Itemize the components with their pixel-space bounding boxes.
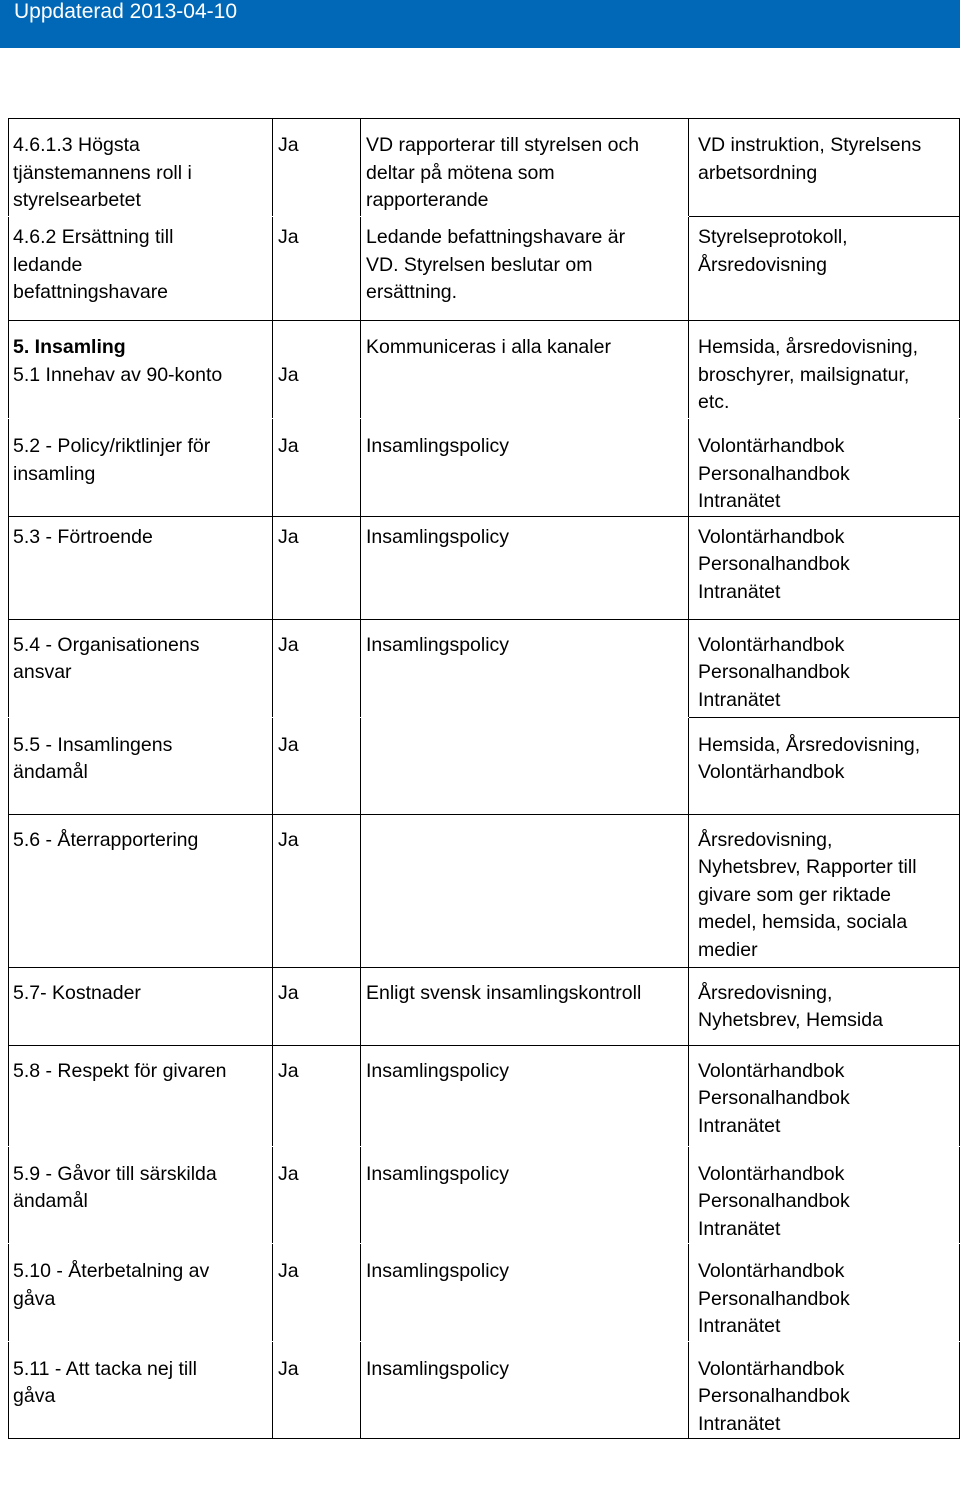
header-date-text: Uppdaterad 2013-04-10 bbox=[14, 0, 238, 23]
cell-answer: Ja bbox=[273, 516, 361, 619]
section-heading: 5. Insamling bbox=[13, 336, 126, 358]
cell-item: 4.6.1.3 Högsta tjänstemannens roll i styrelsearbetet bbox=[9, 119, 273, 217]
cell-item: 5.6 - Återrapportering bbox=[9, 814, 273, 967]
cell-description: Ledande befattningshavare är VD. Styrelsen beslutar om ersättning. bbox=[361, 217, 689, 321]
cell-reference: Volontärhandbok Personalhandbok Intranätet bbox=[689, 419, 960, 517]
cell-item: 5.11 - Att tacka nej till gåva bbox=[9, 1341, 273, 1439]
cell-reference: Styrelseprotokoll, Årsredovisning bbox=[689, 217, 960, 321]
cell-description: Insamlingspolicy bbox=[361, 419, 689, 517]
compliance-table bbox=[8, 118, 960, 1439]
cell-answer: Ja bbox=[273, 1045, 361, 1146]
table-row bbox=[9, 321, 960, 419]
cell-answer: Ja bbox=[273, 1146, 361, 1244]
cell-answer: Ja bbox=[273, 419, 361, 517]
cell-reference: Hemsida, årsredovisning, broschyrer, mailsignatur, etc. bbox=[689, 321, 960, 419]
cell-item: 5.2 - Policy/riktlinjer för insamling bbox=[9, 419, 273, 517]
cell-item: 5.10 - Återbetalning av gåva bbox=[9, 1244, 273, 1342]
cell-description bbox=[361, 814, 689, 967]
page-header-bar bbox=[0, 0, 960, 48]
cell-description: Enligt svensk insamlingskontroll bbox=[361, 967, 689, 1045]
cell-description: Insamlingspolicy bbox=[361, 516, 689, 619]
cell-answer: Ja bbox=[273, 619, 361, 717]
cell-item: 4.6.2 Ersättning till ledande befattningshavare bbox=[9, 217, 273, 321]
cell-reference: Volontärhandbok Personalhandbok Intranätet bbox=[689, 516, 960, 619]
cell-reference: Volontärhandbok Personalhandbok Intranätet bbox=[689, 1341, 960, 1439]
cell-description: Kommuniceras i alla kanaler bbox=[361, 321, 689, 419]
cell-item: 5.3 - Förtroende bbox=[9, 516, 273, 619]
cell-answer: Ja bbox=[273, 119, 361, 217]
cell-reference: Årsredovisning, Nyhetsbrev, Hemsida bbox=[689, 967, 960, 1045]
cell-reference: VD instruktion, Styrelsens arbetsordning bbox=[689, 119, 960, 217]
cell-item: 5.9 - Gåvor till särskilda ändamål bbox=[9, 1146, 273, 1244]
cell-description bbox=[361, 717, 689, 814]
cell-description: VD rapporterar till styrelsen och deltar på mötena som rapporterande bbox=[361, 119, 689, 217]
table-row bbox=[9, 516, 960, 619]
cell-description: Insamlingspolicy bbox=[361, 1244, 689, 1342]
table-row bbox=[9, 717, 960, 814]
cell-description: Insamlingspolicy bbox=[361, 1341, 689, 1439]
table-row bbox=[9, 967, 960, 1045]
table-row bbox=[9, 1045, 960, 1146]
cell-reference: Volontärhandbok Personalhandbok Intranätet bbox=[689, 1146, 960, 1244]
cell-item: 5.7- Kostnader bbox=[9, 967, 273, 1045]
cell-answer: Ja bbox=[273, 717, 361, 814]
cell-item: 5. Insamling 5.1 Innehav av 90-konto bbox=[9, 321, 273, 419]
cell-reference: Årsredovisning, Nyhetsbrev, Rapporter till givare som ger riktade medel, hemsida, sociala medier bbox=[689, 814, 960, 967]
cell-item: 5.4 - Organisationens ansvar bbox=[9, 619, 273, 717]
table-row bbox=[9, 814, 960, 967]
cell-answer: Ja bbox=[273, 217, 361, 321]
cell-answer: Ja bbox=[273, 1341, 361, 1439]
table-row bbox=[9, 619, 960, 717]
table-row bbox=[9, 419, 960, 517]
table-row bbox=[9, 1341, 960, 1439]
cell-item: 5.5 - Insamlingens ändamål bbox=[9, 717, 273, 814]
table-row bbox=[9, 1146, 960, 1244]
cell-answer: Ja bbox=[273, 814, 361, 967]
cell-reference: Volontärhandbok Personalhandbok Intranätet bbox=[689, 1045, 960, 1146]
table-row bbox=[9, 217, 960, 321]
cell-description: Insamlingspolicy bbox=[361, 1146, 689, 1244]
cell-item: 5.8 - Respekt för givaren bbox=[9, 1045, 273, 1146]
cell-answer: Ja bbox=[273, 321, 361, 419]
cell-reference: Hemsida, Årsredovisning, Volontärhandbok bbox=[689, 717, 960, 814]
table-row bbox=[9, 119, 960, 217]
cell-reference: Volontärhandbok Personalhandbok Intranätet bbox=[689, 1244, 960, 1342]
cell-description: Insamlingspolicy bbox=[361, 619, 689, 717]
cell-description: Insamlingspolicy bbox=[361, 1045, 689, 1146]
table-row bbox=[9, 1244, 960, 1342]
cell-answer: Ja bbox=[273, 1244, 361, 1342]
cell-answer: Ja bbox=[273, 967, 361, 1045]
cell-reference: Volontärhandbok Personalhandbok Intranätet bbox=[689, 619, 960, 717]
